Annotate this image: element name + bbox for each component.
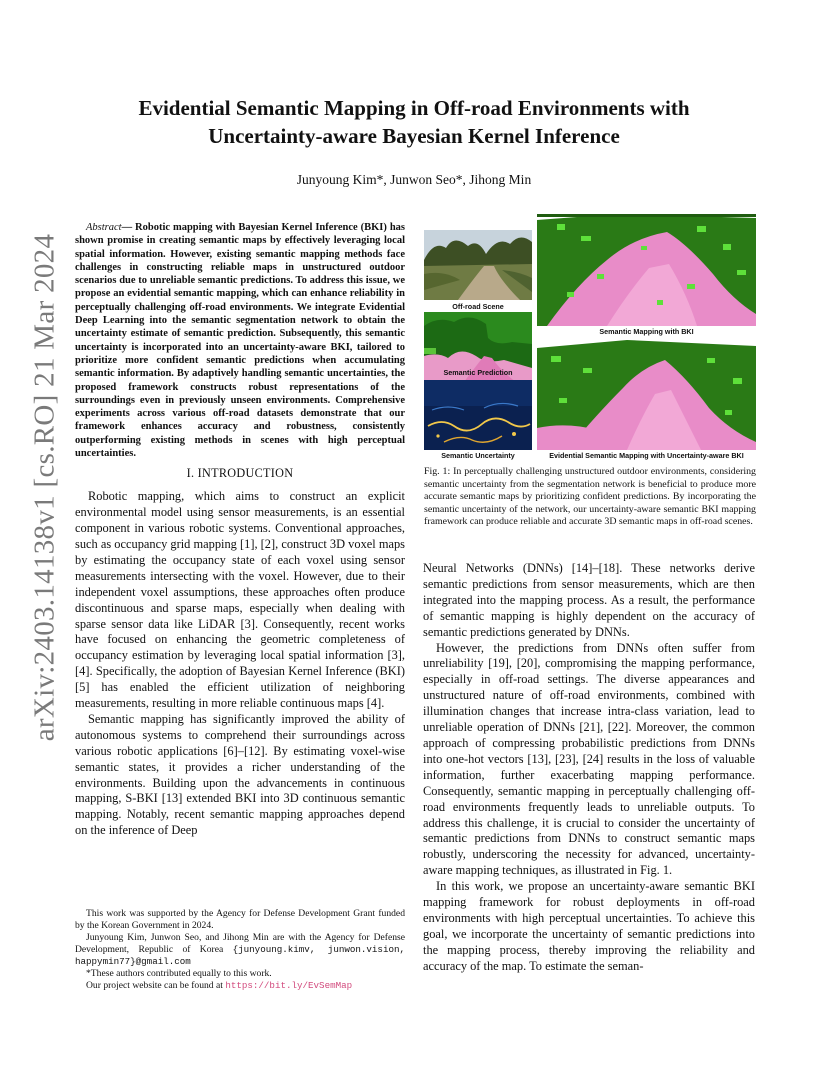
right-paragraph-2: However, the predictions from DNNs often suffer from unreliability [19], [20], compromising the mapping performance, especially in off-road settings. The diverse appearances and unstructured nature of off-road environments, combined with illumination changes that increase intra-class variation, lead to unreliable operation of DNNs [21], [22]. Moreover, the common approach of compressing probabilistic predictions from DNNs into one-hot vectors [13], [23], [24] results in the loss of valuable information, further exacerbating mapping performance. Consequently, semantic mapping in perceptually challenging off-road environments frequently leads to unreliable outputs. To address this challenge, it is crucial to consider the uncertainty of semantic predictions from DNNs to construct semantic maps robustly, underscoring the necessity for advanced, uncertainty-aware mapping techniques, as illustrated in Fig. 1. <box>423 640 755 878</box>
title-line-2: Uncertainty-aware Bayesian Kernel Inference <box>208 124 620 148</box>
label-offroad-scene: Off-road Scene <box>452 302 504 311</box>
right-paragraph-1: Neural Networks (DNNs) [14]–[18]. These networks derive semantic predictions from sensor measurements, which are then integrated into the mapping process. As a result, the performance of semantic mapping is highly dependent on the accuracy of semantic predictions generated by DNNs. <box>423 561 755 639</box>
evidential-mapping-image <box>537 338 756 450</box>
title-line-1: Evidential Semantic Mapping in Off-road Environments with <box>138 96 690 120</box>
figure-1 <box>424 214 756 460</box>
author-list: Junyoung Kim*, Junwon Seo*, Jihong Min <box>296 172 532 187</box>
project-url-link[interactable]: https://bit.ly/EvSemMap <box>225 980 353 991</box>
email-list: {junyoung.kimv, junwon.vision, happymin77}@gmail.com <box>75 944 405 967</box>
footnote-affiliation <box>75 932 405 968</box>
label-semantic-uncertainty: Semantic Uncertainty <box>441 451 515 460</box>
intro-paragraph-1: Robotic mapping, which aims to construct an explicit environmental model using sensor measurements, is an essential component in various robotic systems. Conventional approaches, such as occupancy grid mapping [1], [2], construct 3D voxel maps by estimating the occupancy state of each voxel using sensor measurements intersecting with the voxel. However, due to their independent voxel assumptions, these approaches often produce discontinuous and sparse maps, especially when dealing with sparse sensor data like LiDAR [3]. Consequently, recent works have focused on enhancing the geometric completeness of occupancy estimation by leveraging local spatial information [3], [4]. Specifically, the adoption of Bayesian Kernel Inference (BKI) [5] has enabled the efficient utilization of neighboring measurements, resulting in more reliable continuous maps [4]. <box>75 489 405 711</box>
footnotes <box>75 908 405 992</box>
website-text: Our project website can be found at <box>86 980 226 991</box>
label-semantic-prediction: Semantic Prediction <box>443 368 513 377</box>
figure-caption <box>424 466 756 529</box>
abstract <box>75 221 405 460</box>
paper-title <box>80 94 748 150</box>
footnote-website <box>75 980 405 992</box>
right-column <box>423 561 755 975</box>
intro-paragraph-2: Semantic mapping has significantly improved the ability of autonomous systems to comprehend their surroundings across various robotic applications [6]–[12]. By estimating voxel-wise semantic states, it provides a richer understanding of the environments. Building upon the advancements in continuous mapping, S-BKI [13] extended BKI into 3D continuous semantic mapping. Notably, recent semantic mapping approaches depend on the inference of Deep <box>75 711 405 838</box>
abstract-label: Abstract <box>86 222 122 233</box>
left-column <box>75 221 405 839</box>
arxiv-identifier: arXiv:2403.14138v1 [cs.RO] 21 Mar 2024 <box>28 233 61 741</box>
footnote-equal-contribution: *These authors contributed equally to this work. <box>86 968 272 979</box>
section-heading: I. INTRODUCTION <box>186 466 294 481</box>
abstract-text: — Robotic mapping with Bayesian Kernel Inference (BKI) has shown promise in creating semantic maps by effectively leveraging local spatial information. However, existing semantic mapping methods face challenges in constructing reliable maps in unstructured outdoor scenarios due to unreliable semantic predictions. To address this issue, we propose an evidential semantic mapping, which can enhance reliability in perceptually challenging off-road environments. We integrate Evidential Deep Learning into the semantic segmentation network to obtain the uncertainty estimate of semantic prediction. Subsequently, this semantic uncertainty is incorporated into an uncertainty-aware BKI, tailored to prioritize more confident semantic predictions when accumulating semantic information. By adaptively handling semantic uncertainties, the proposed framework constructs robust representations of the surroundings even in previously unseen environments. Comprehensive experiments across various off-road datasets demonstrate that our framework enhances accuracy and robustness, consistently outperforming existing methods in scenes with high perceptual uncertainties. <box>75 222 405 460</box>
semantic-mapping-bki-image <box>537 214 756 326</box>
label-semantic-mapping-bki: Semantic Mapping with BKI <box>599 327 694 336</box>
offroad-scene-image <box>424 230 532 300</box>
semantic-uncertainty-image <box>424 380 532 450</box>
figure-caption-text: Fig. 1: In perceptually challenging unstructured outdoor environments, considering semantic uncertainty from the segmentation network is beneficial to produce more accurate semantic maps by prioritizing confident predictions. By incorporating the semantic uncertainty of the network, our uncertainty-aware semantic BKI mapping framework can produce reliable and accurate 3D semantic maps in off-road scenes. <box>424 466 756 527</box>
affiliation-text: Junyoung Kim, Junwon Seo, and Jihong Min are with the Agency for Defense Development, Republic of Korea <box>75 932 405 955</box>
arxiv-sidebar <box>22 233 68 741</box>
footnote-funding: This work was supported by the Agency for Defense Development Grant funded by the Korean Government in 2024. <box>75 908 405 931</box>
right-paragraph-3: In this work, we propose an uncertainty-aware semantic BKI mapping framework for robust deployments in off-road environments with high perceptual uncertainties. To achieve this goal, we incorporate the uncertainty of semantic predictions into the mapping process, thereby improving the reliability and accuracy of the map. To estimate the seman- <box>423 879 755 973</box>
label-evidential-mapping: Evidential Semantic Mapping with Uncertainty-aware BKI <box>549 451 744 460</box>
